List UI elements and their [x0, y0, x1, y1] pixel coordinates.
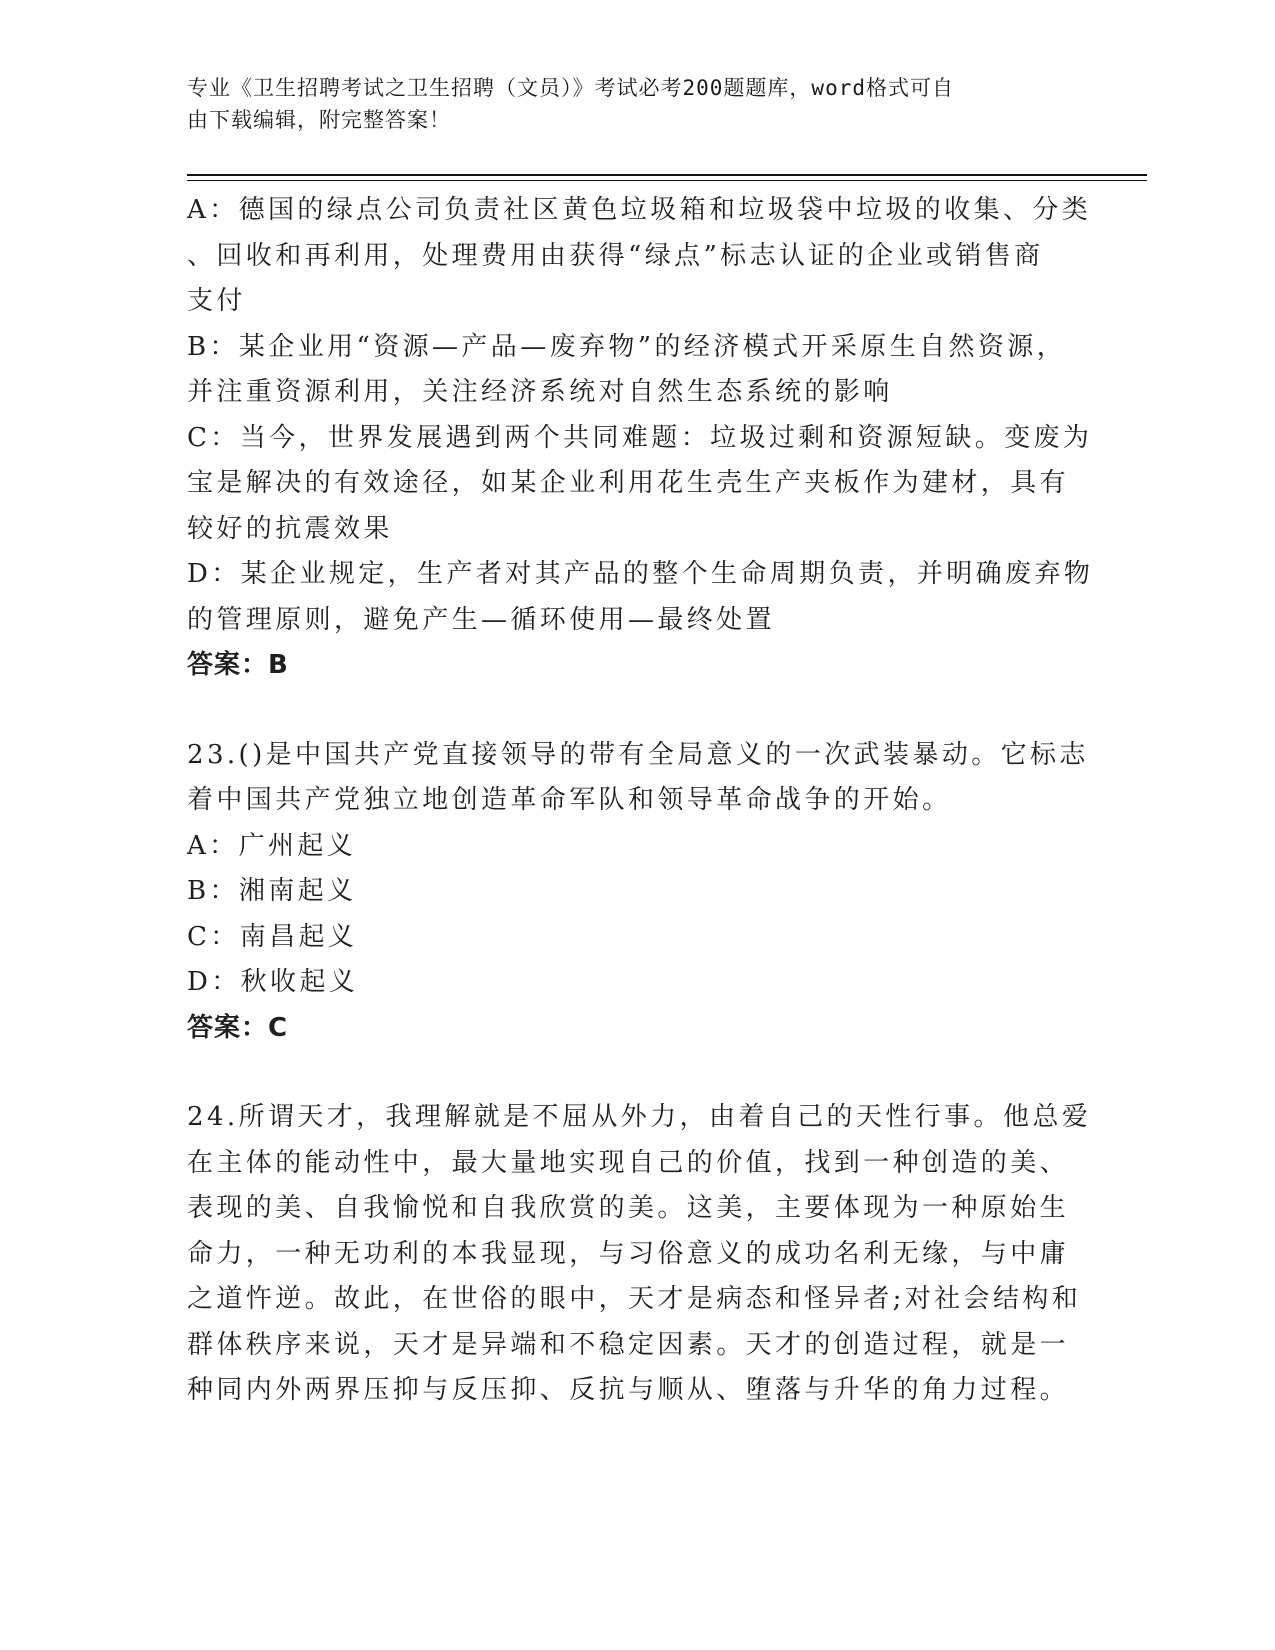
answer-label: 答案：C — [187, 1012, 289, 1043]
option-c-line-1: C：当今，世界发展遇到两个共同难题：垃圾过剩和资源短缺。变废为 — [187, 422, 1093, 453]
spacer — [187, 689, 1067, 733]
document-body — [187, 188, 1094, 1414]
question-text-line-4: 命力，一种无功利的本我显现，与习俗意义的成功名利无缘，与中庸 — [187, 1238, 1070, 1269]
header-line-2: 由下载编辑，附完整答案！ — [187, 108, 451, 132]
header-divider-thick — [187, 174, 1147, 176]
answer-label: 答案：B — [187, 650, 289, 680]
option-c — [187, 416, 1093, 553]
header-line-1: 专业《卫生招聘考试之卫生招聘（文员）》考试必考200题题库，word格式可自 — [187, 76, 954, 100]
option-a-line-1: A：德国的绿点公司负责社区黄色垃圾箱和垃圾袋中垃圾的收集、分类 — [187, 195, 1092, 225]
option-b: B：湘南起义 — [187, 876, 357, 906]
option-a-line-2: 、回收和再利用，处理费用由获得“绿点”标志认证的企业或销售商 — [187, 240, 1044, 271]
header-divider-thin — [187, 180, 1147, 181]
question-text-line-7: 种同内外两界压抑与反压抑、反抗与顺从、堕落与升华的角力过程。 — [187, 1375, 1070, 1405]
question-text-line-1: 23.()是中国共产党直接领导的带有全局意义的一次武装暴动。它标志 — [187, 739, 1089, 770]
option-d — [187, 552, 1094, 643]
option-b-line-2: 并注重资源利用，关注经济系统对自然生态系统的影响 — [187, 377, 893, 407]
question-22 — [187, 188, 1094, 689]
document-header — [187, 72, 1067, 136]
question-text-line-2: 着中国共产党独立地创造革命军队和领导革命战争的开始。 — [187, 785, 952, 815]
option-c-line-3: 较好的抗震效果 — [187, 513, 393, 544]
question-24 — [187, 1095, 1092, 1414]
option-b — [187, 325, 1067, 416]
question-text-line-3: 表现的美、自我愉悦和自我欣赏的美。这美，主要体现为一种原始生 — [187, 1193, 1070, 1223]
question-text-line-1: 24.所谓天才，我理解就是不屈从外力，由着自己的天性行事。他总爱 — [187, 1102, 1092, 1132]
option-d-line-1: D：某企业规定，生产者对其产品的整个生命周期负责，并明确废弃物 — [187, 559, 1094, 589]
option-a-line-3: 支付 — [187, 286, 246, 316]
option-b-line-1: B：某企业用“资源—产品—废弃物”的经济模式开采原生自然资源， — [187, 331, 1067, 362]
option-a — [187, 188, 1092, 325]
question-text-line-6: 群体秩序来说，天才是异端和不稳定因素。天才的创造过程，就是一 — [187, 1329, 1070, 1360]
option-c: C：南昌起义 — [187, 921, 358, 952]
option-a: A：广州起义 — [187, 830, 357, 861]
option-d: D：秋收起义 — [187, 967, 359, 997]
option-d-line-2: 的管理原则，避免产生—循环使用—最终处置 — [187, 604, 776, 635]
spacer — [187, 1051, 1067, 1095]
question-23 — [187, 733, 1089, 1052]
question-text-line-5: 之道忤逆。故此，在世俗的眼中，天才是病态和怪异者;对社会结构和 — [187, 1284, 1082, 1314]
question-text-line-2: 在主体的能动性中，最大量地实现自己的价值，找到一种创造的美、 — [187, 1147, 1070, 1178]
option-c-line-2: 宝是解决的有效途径，如某企业利用花生壳生产夹板作为建材，具有 — [187, 468, 1070, 498]
